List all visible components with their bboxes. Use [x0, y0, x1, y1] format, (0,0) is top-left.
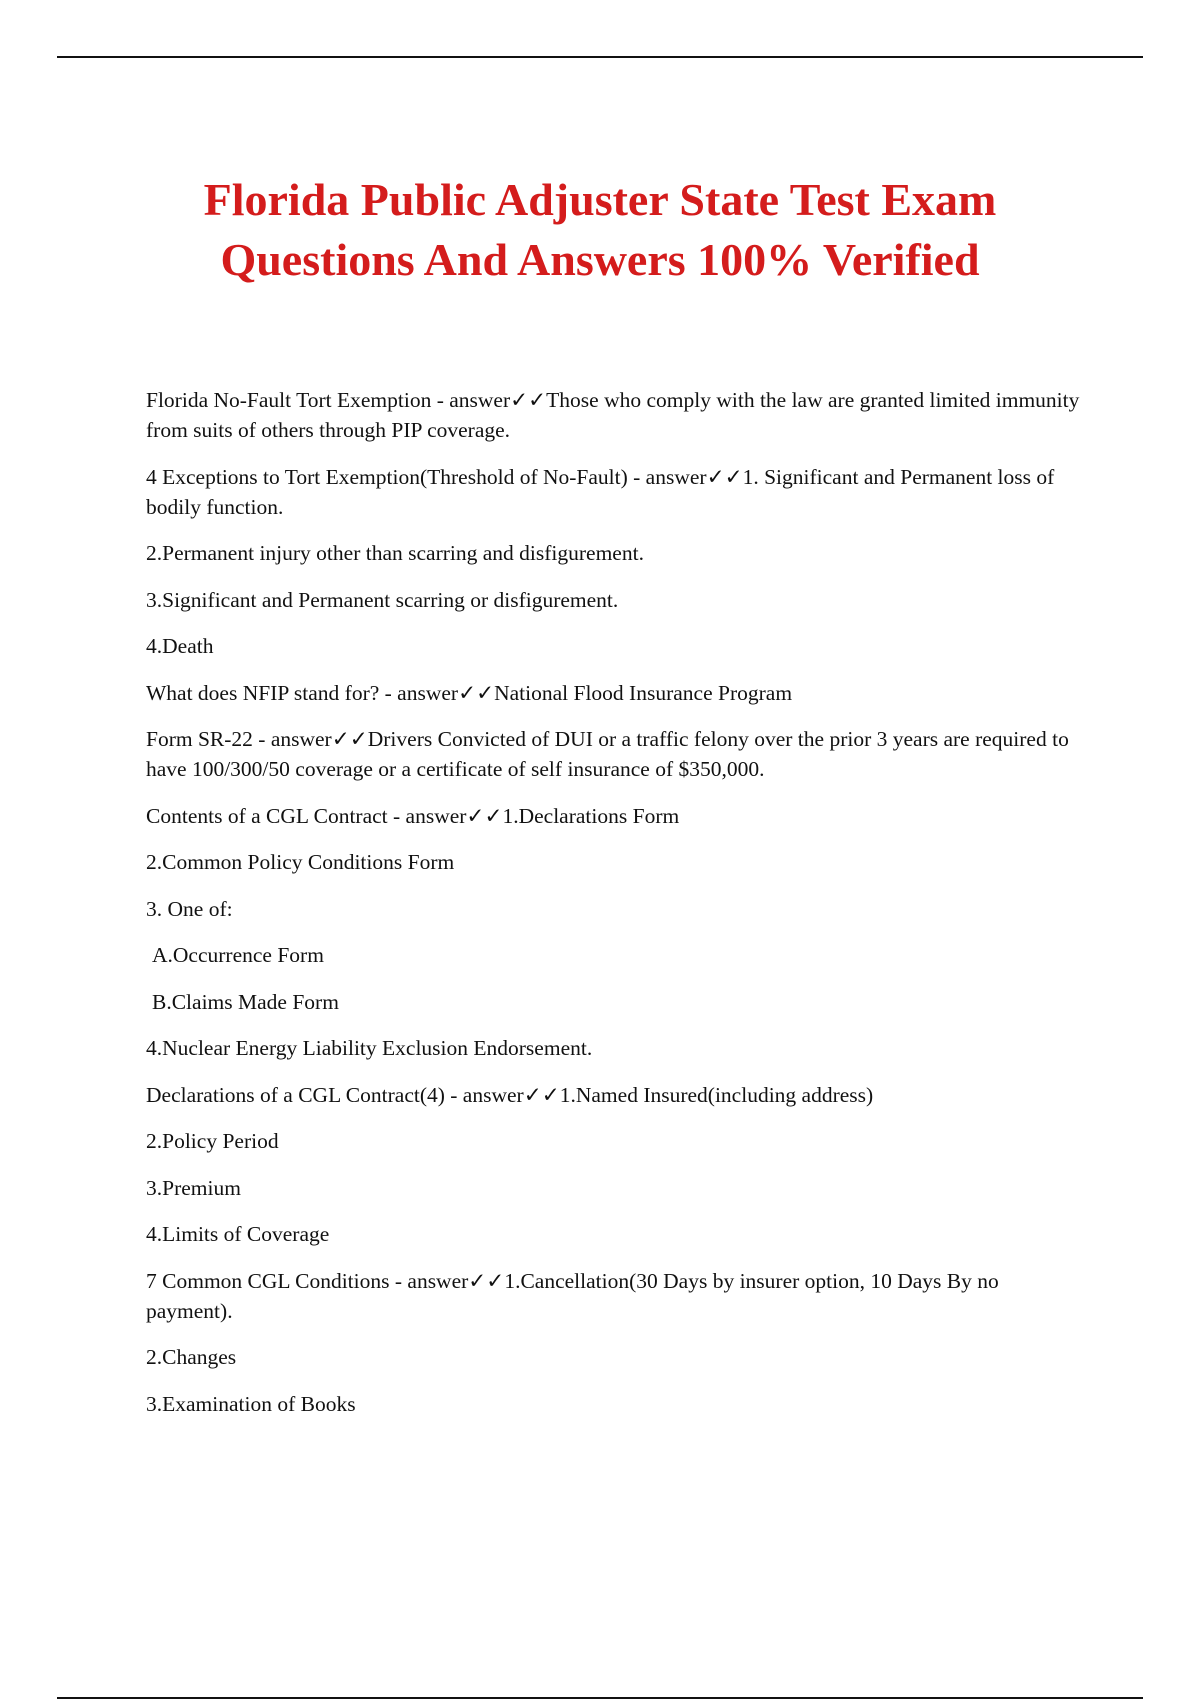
paragraph: 2.Common Policy Conditions Form	[146, 850, 455, 874]
paragraph: 7 Common CGL Conditions - answer✓✓1.Cancellation(30 Days by insurer option, 10 Days By no payment).	[146, 1268, 999, 1323]
paragraph: 3.Premium	[146, 1175, 241, 1200]
paragraph: 4.Nuclear Energy Liability Exclusion Endorsement.	[146, 1036, 593, 1060]
paragraph: Form SR-22 - answer✓✓Drivers Convicted of DUI or a traffic felony over the prior 3 years are required to have 100/300/50 coverage or a certificate of self insurance of $350,000.	[146, 727, 1069, 781]
paragraph: 3. One of:	[146, 896, 233, 921]
paragraph: Declarations of a CGL Contract(4) - answer✓✓1.Named Insured(including address)	[146, 1082, 874, 1107]
paragraph: What does NFIP stand for? - answer✓✓National Flood Insurance Program	[146, 680, 793, 705]
document-body	[146, 385, 1086, 1435]
bottom-rule	[57, 1697, 1143, 1699]
paragraph: Florida No-Fault Tort Exemption - answer✓✓Those who comply with the law are granted limited immunity from suits of others through PIP coverage.	[146, 388, 1080, 442]
paragraph: 2.Policy Period	[146, 1129, 279, 1153]
paragraph: 4 Exceptions to Tort Exemption(Threshold of No-Fault) - answer✓✓1. Significant and Permanent loss of bodily function.	[146, 464, 1055, 519]
title-line-1: Florida Public Adjuster State Test Exam	[203, 174, 997, 225]
paragraph: 4.Death	[146, 634, 214, 658]
paragraph: Contents of a CGL Contract - answer✓✓1.Declarations Form	[146, 803, 680, 828]
page-title	[100, 170, 1100, 290]
paragraph: 2.Permanent injury other than scarring and disfigurement.	[146, 541, 644, 565]
paragraph: 2.Changes	[146, 1345, 237, 1369]
top-rule	[57, 56, 1143, 58]
paragraph: 3.Significant and Permanent scarring or disfigurement.	[146, 587, 619, 612]
paragraph: A.Occurrence Form	[152, 943, 324, 967]
title-line-2: Questions And Answers 100% Verified	[220, 234, 980, 285]
paragraph: B.Claims Made Form	[152, 989, 339, 1014]
paragraph: 3.Examination of Books	[146, 1391, 356, 1416]
paragraph: 4.Limits of Coverage	[146, 1222, 330, 1246]
